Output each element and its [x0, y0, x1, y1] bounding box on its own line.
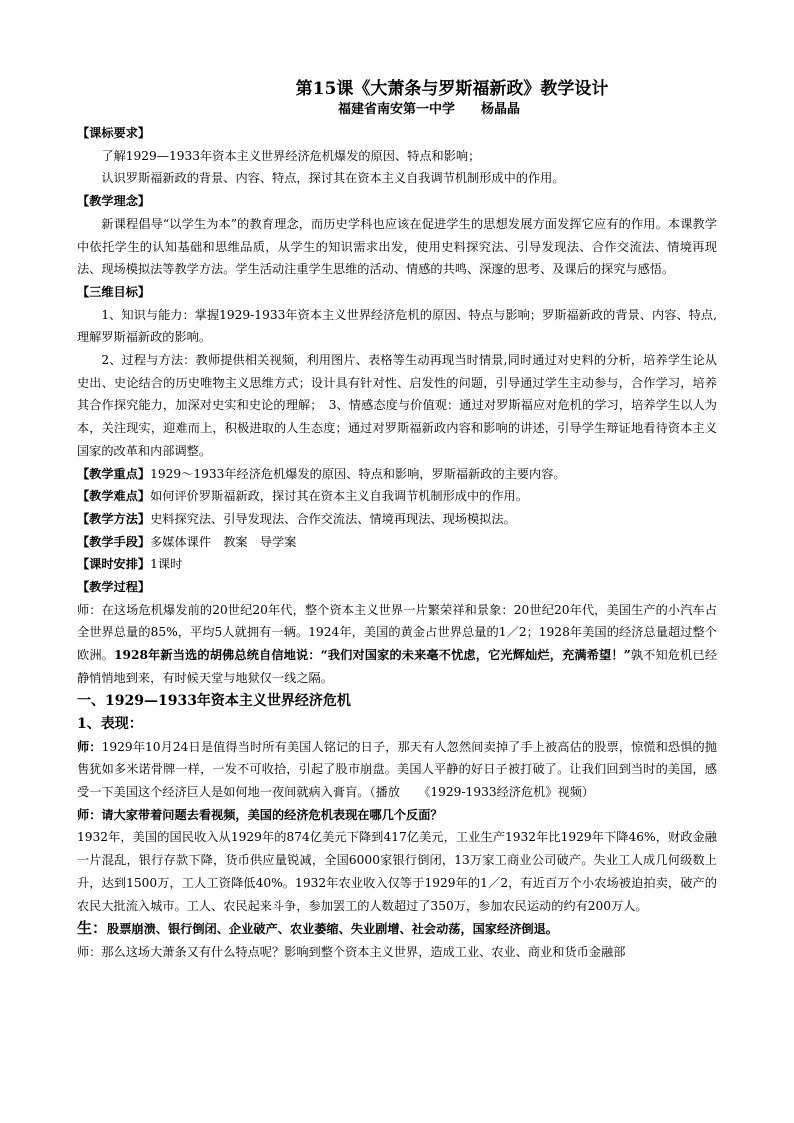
- page-title: 第15课《大萧条与罗斯福新政》教学设计: [295, 79, 609, 99]
- means-point: [77, 531, 717, 554]
- time-text: 1课时: [150, 557, 183, 572]
- means-text: 多媒体课件 教案 导学案: [150, 534, 297, 549]
- concept-text: 新课程倡导“以学生为本”的教育理念，而历史学科也应该在促进学生的思想发展方面发挥它应有的作用。本课教学中依托学生的认知基础和思维品质，从学生的知识需求出发，使用史料探究法、引导发现法、合作交流法、情境再现法、现场模拟法等教学方法。学生活动注重学生思维的活动、情感的共鸣、深邃的思考、及课后的探究与感悟。: [77, 216, 717, 277]
- difficult-text: 如何评价罗斯福新政，探讨其在资本主义自我调节机制形成中的作用。: [150, 489, 528, 504]
- section-1-title: 一、1929—1933年资本主义世界经济危机: [77, 692, 351, 709]
- difficult-point: [77, 485, 717, 508]
- key-point: [77, 463, 717, 486]
- method-text: 史料探究法、引导发现法、合作交流法、情境再现法、现场模拟法。: [150, 511, 516, 526]
- goal-1: 1、知识与能力：掌握1929-1933年资本主义世界经济危机的原因、特点与影响；罗斯福新政的背景、内容、特点,理解罗斯福新政的影响。: [77, 307, 717, 345]
- standard-line-1: 了解1929—1933年资本主义世界经济危机爆发的原因、特点和影响；: [101, 148, 481, 163]
- standard-heading: 【课标要求】: [77, 126, 151, 140]
- final-line: 师：那么这场大萧条又有什么特点呢？影响到整个资本主义世界，造成工业、农业、商业和货币金融部: [77, 944, 626, 959]
- intro-text: 师：在这场危机爆发前的20世纪20年代，整个资本主义世界一片繁荣祥和景象：20世纪20年代，美国生产的小汽车占全世界总量的85%，平均5人就拥有一辆。1924年，美国的黄金占世界总量的1／2；1928年美国的经济总量超过整个欧洲。: [77, 602, 717, 663]
- teacher-paragraph: [77, 736, 717, 804]
- key-heading: 【教学重点】: [77, 466, 151, 481]
- author-line: 福建省南安第一中学 杨晶晶: [337, 102, 520, 117]
- hoover-quote: 1928年新当选的胡佛总统自信地说：“我们对国家的未来毫不忧虑，它光辉灿烂，充满希望！”: [114, 648, 631, 663]
- teacher-text: 1929年10月24日是值得当时所有美国人铭记的日子，那天有人忽然间卖掉了手上被高估的股票，惊慌和恐惧的抛售犹如多米诺骨牌一样，一发不可收拾，引起了股市崩盘。美国人平静的好日子被打破了。让我们回到当时的美国，感受一下美国这个经济巨人是如何地一夜间就病入膏肓。（播放 《1929-1933经济危机》视频）: [77, 739, 717, 799]
- method-heading: 【教学方法】: [77, 511, 151, 526]
- subsection-1-title: 1、表现：: [77, 715, 143, 732]
- crisis-data: 1932年，美国的国民收入从1929年的874亿美元下降到417亿美元，工业生产1932年比1929年下降46%，财政金融一片混乱，银行存款下降，货币供应量锐减，全国6000家银行倒闭，13万家工商业公司破产。失业工人成几何级数上升，达到1500万，工人工资降低40%。1932年农业收入仅等于1929年的1／2，有近百万个小农场被迫拍卖，破产的农民大批流入城市。工人、农民起来斗争，参加罢工的人数超过了350万，参加农民运动的约有200万人。: [77, 830, 717, 913]
- means-heading: 【教学手段】: [77, 534, 151, 549]
- key-text: 1929～1933年经济危机爆发的原因、特点和影响，罗斯福新政的主要内容。: [150, 466, 566, 481]
- student-answer: [77, 917, 717, 941]
- goal-2: 2、过程与方法：教师提供相关视频，利用图片、表格等生动再现当时情景,同时通过对史料的分析，培养学生论从史出、史论结合的历史唯物主义思维方式；设计具有针对性、启发性的问题，引导通过学生主动参与，合作学习，培养其合作探究能力，加深对史实和史论的理解； 3、情感态度与价值观：通过对罗斯福应对危机的学习，培养学生以人为本，关注现实，迎难而上，积极进取的人生态度；通过对罗斯福新政内容和影响的讲述，引导学生辩证地看待资本主义国家的改革和内部调整。: [77, 353, 717, 458]
- process-heading: 【教学过程】: [77, 580, 151, 595]
- method-point: [77, 508, 717, 531]
- time-point: [77, 553, 717, 576]
- teacher-question: 师：请大家带着问题去看视频，美国的经济危机表现在哪几个反面？: [77, 807, 443, 822]
- time-heading: 【课时安排】: [77, 557, 151, 572]
- goals-heading: 【三维目标】: [77, 284, 151, 299]
- standard-line-2: 认识罗斯福新政的背景、内容、特点，探讨其在资本主义自我调节机制形成中的作用。: [101, 171, 565, 186]
- difficult-heading: 【教学难点】: [77, 489, 151, 504]
- concept-heading: 【教学理念】: [77, 194, 151, 209]
- teacher-label: 师：: [77, 739, 102, 754]
- intro-tail: 孰不知危机已经静悄悄地到来，有时候天堂与地狱仅一线之隔。: [77, 648, 718, 685]
- document-page: [77, 78, 717, 964]
- process-intro: [77, 599, 717, 690]
- student-label: 生：: [77, 919, 108, 938]
- student-text: 股票崩溃、银行倒闭、企业破产、农业萎缩、失业剧增、社会动荡，国家经济倒退。: [107, 922, 558, 937]
